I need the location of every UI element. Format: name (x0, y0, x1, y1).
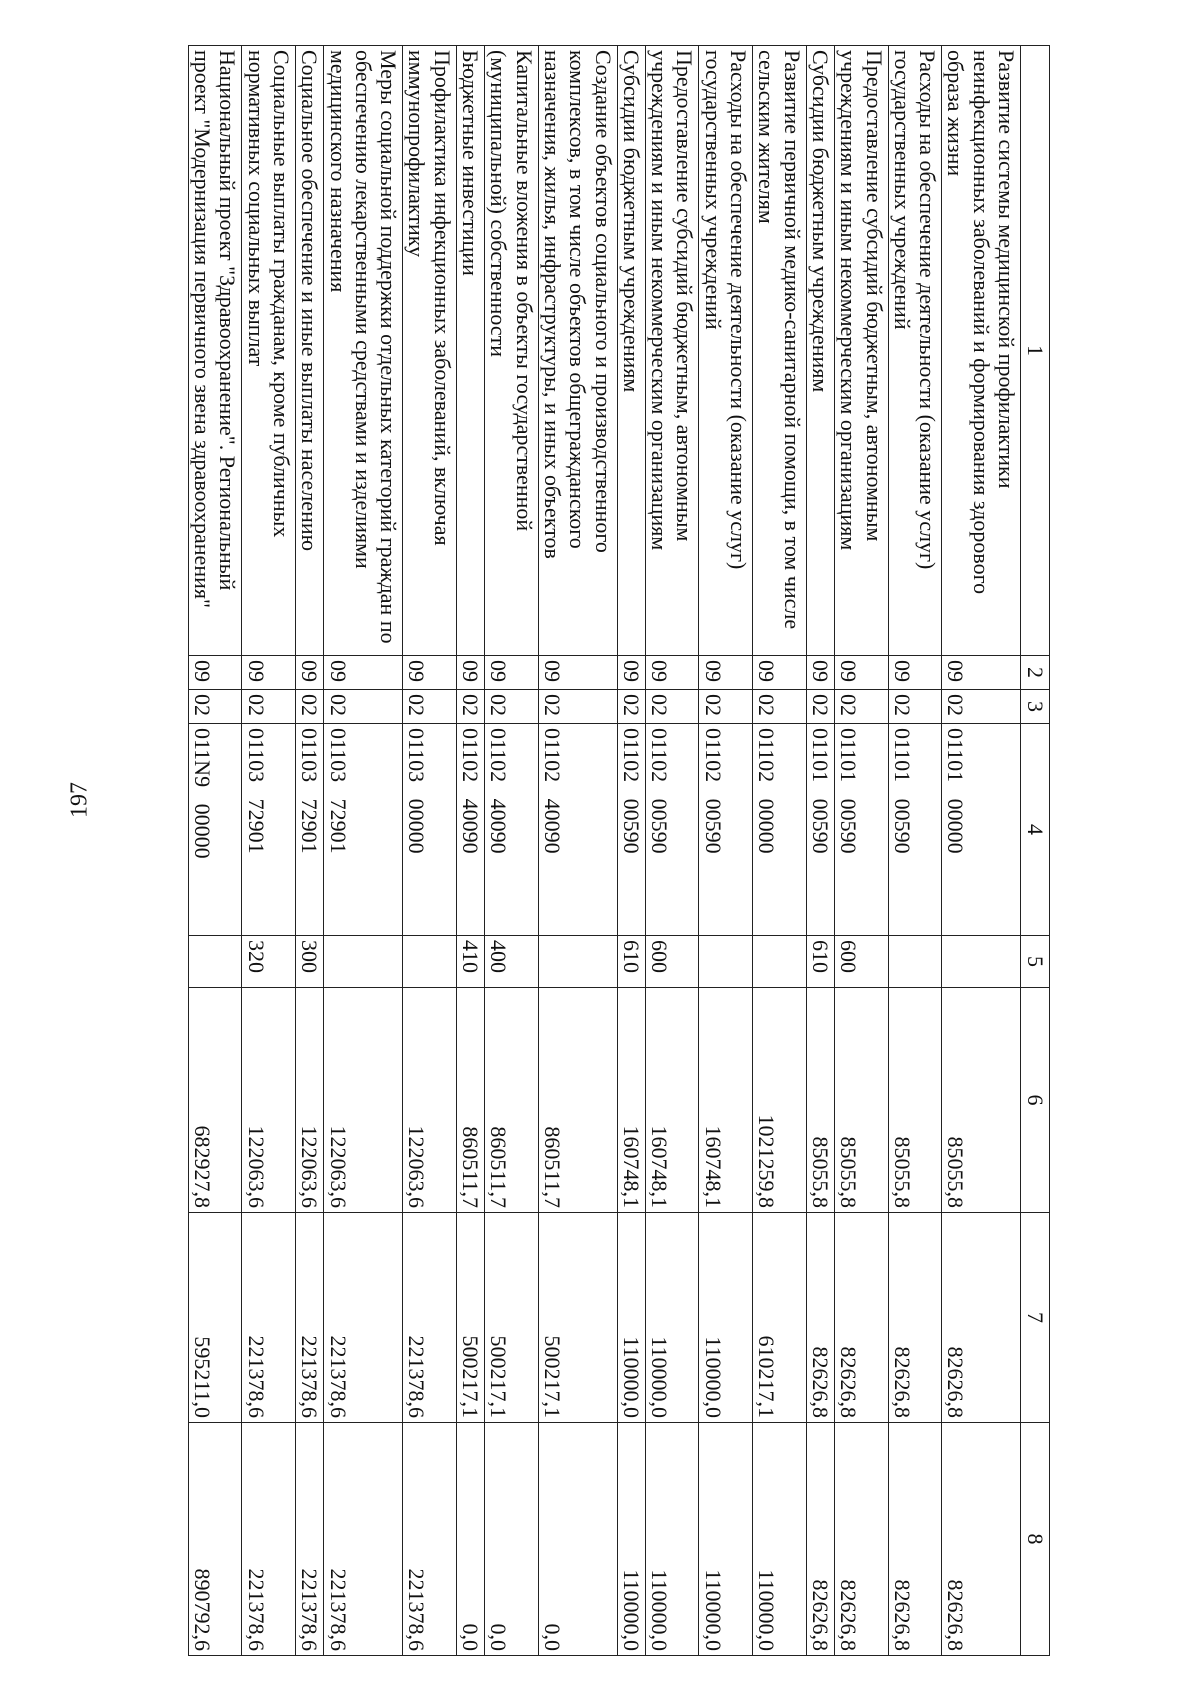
amount-col-6: 122063,6 (295, 988, 323, 1213)
section-code: 09 (888, 656, 942, 690)
section-code: 09 (324, 656, 403, 690)
amount-col-6: 860511,7 (538, 988, 617, 1213)
item-name: Расходы на обеспечение деятельности (оказание услуг) государственных учреждений (699, 46, 753, 656)
item-name: Национальный проект "Здравоохранение". Региональный проект "Модернизация первичного звена здравоохранения" (188, 46, 242, 656)
amount-col-8: 82626,8 (942, 1423, 1021, 1656)
subsection-code: 02 (295, 690, 323, 724)
expense-type-code: 610 (617, 936, 645, 988)
amount-col-8: 110000,0 (699, 1423, 753, 1656)
amount-col-7: 82626,8 (888, 1213, 942, 1423)
section-code: 09 (485, 656, 539, 690)
section-code: 09 (403, 656, 457, 690)
amount-col-8: 890792,6 (188, 1423, 242, 1656)
amount-col-7: 221378,6 (324, 1213, 403, 1423)
amount-col-8: 0,0 (456, 1423, 484, 1656)
target-article-code: 01102 40090 (456, 724, 484, 936)
amount-col-8: 221378,6 (403, 1423, 457, 1656)
col-header-5: 5 (1021, 936, 1050, 988)
target-article-code: 01102 00000 (753, 724, 807, 936)
amount-col-6: 122063,6 (242, 988, 296, 1213)
amount-col-6: 122063,6 (403, 988, 457, 1213)
expense-type-code (753, 936, 807, 988)
target-article-code: 01102 40090 (538, 724, 617, 936)
subsection-code: 02 (753, 690, 807, 724)
target-article-code: 01103 72901 (295, 724, 323, 936)
amount-col-8: 82626,8 (888, 1423, 942, 1656)
item-name: Развитие первичной медико-санитарной помощи, в том числе сельским жителям (753, 46, 807, 656)
target-article-code: 01101 00590 (806, 724, 834, 936)
expense-type-code (888, 936, 942, 988)
amount-col-6: 85055,8 (888, 988, 942, 1213)
expense-type-code: 400 (485, 936, 539, 988)
amount-col-7: 110000,0 (645, 1213, 699, 1423)
table-row (942, 46, 1021, 1656)
subsection-code: 02 (188, 690, 242, 724)
amount-col-7: 82626,8 (834, 1213, 888, 1423)
table-row (403, 46, 457, 1656)
amount-col-6: 85055,8 (834, 988, 888, 1213)
subsection-code: 02 (538, 690, 617, 724)
amount-col-7: 82626,8 (942, 1213, 1021, 1423)
table-row (888, 46, 942, 1656)
subsection-code: 02 (324, 690, 403, 724)
amount-col-6: 85055,8 (806, 988, 834, 1213)
amount-col-7: 221378,6 (403, 1213, 457, 1423)
amount-col-7: 110000,0 (617, 1213, 645, 1423)
target-article-code: 01101 00590 (888, 724, 942, 936)
amount-col-6: 860511,7 (456, 988, 484, 1213)
table-body (188, 46, 1020, 1656)
amount-col-7: 221378,6 (295, 1213, 323, 1423)
col-header-7: 7 (1021, 1213, 1050, 1423)
item-name: Социальные выплаты гражданам, кроме публичных нормативных социальных выплат (242, 46, 296, 656)
table-row (538, 46, 617, 1656)
target-article-code: 01102 00590 (645, 724, 699, 936)
subsection-code: 02 (888, 690, 942, 724)
target-article-code: 01101 00000 (942, 724, 1021, 936)
section-code: 09 (617, 656, 645, 690)
table-row (324, 46, 403, 1656)
expense-type-code (942, 936, 1021, 988)
amount-col-8: 110000,0 (617, 1423, 645, 1656)
table-row (485, 46, 539, 1656)
amount-col-6: 160748,1 (645, 988, 699, 1213)
table-row (645, 46, 699, 1656)
item-name: Субсидии бюджетным учреждениям (806, 46, 834, 656)
amount-col-6: 682927,8 (188, 988, 242, 1213)
amount-col-8: 82626,8 (834, 1423, 888, 1656)
section-code: 09 (242, 656, 296, 690)
section-code: 09 (188, 656, 242, 690)
subsection-code: 02 (617, 690, 645, 724)
amount-col-8: 0,0 (538, 1423, 617, 1656)
item-name: Меры социальной поддержки отдельных категорий граждан по обеспечению лекарственными средствами и изделиями медицинского назначения (324, 46, 403, 656)
expense-type-code (324, 936, 403, 988)
expense-type-code: 300 (295, 936, 323, 988)
item-name: Предоставление субсидий бюджетным, автономным учреждениям и иным некоммерческим организациям (834, 46, 888, 656)
expense-type-code (188, 936, 242, 988)
col-header-2: 2 (1021, 656, 1050, 690)
item-name: Расходы на обеспечение деятельности (оказание услуг) государственных учреждений (888, 46, 942, 656)
col-header-4: 4 (1021, 724, 1050, 936)
target-article-code: 01103 72901 (324, 724, 403, 936)
section-code: 09 (456, 656, 484, 690)
item-name: Предоставление субсидий бюджетным, автономным учреждениям и иным некоммерческим организациям (645, 46, 699, 656)
subsection-code: 02 (242, 690, 296, 724)
target-article-code: 01103 00000 (403, 724, 457, 936)
amount-col-6: 122063,6 (324, 988, 403, 1213)
section-code: 09 (806, 656, 834, 690)
col-header-8: 8 (1021, 1423, 1050, 1656)
amount-col-6: 1021259,8 (753, 988, 807, 1213)
amount-col-6: 160748,1 (699, 988, 753, 1213)
amount-col-7: 595211,0 (188, 1213, 242, 1423)
amount-col-7: 500217,1 (485, 1213, 539, 1423)
section-code: 09 (834, 656, 888, 690)
table-row (295, 46, 323, 1656)
table-row (699, 46, 753, 1656)
amount-col-7: 82626,8 (806, 1213, 834, 1423)
section-code: 09 (942, 656, 1021, 690)
expense-type-code: 610 (806, 936, 834, 988)
amount-col-8: 221378,6 (324, 1423, 403, 1656)
item-name: Создание объектов социального и производственного комплексов, в том числе объектов общегражданского назначения, жилья, инфраструктуры, и иных объектов (538, 46, 617, 656)
amount-col-7: 610217,1 (753, 1213, 807, 1423)
subsection-code: 02 (834, 690, 888, 724)
item-name: Капитальные вложения в объекты государственной (муниципальной) собственности (485, 46, 539, 656)
item-name: Профилактика инфекционных заболеваний, включая иммунопрофилактику (403, 46, 457, 656)
header-row (1021, 46, 1050, 1656)
subsection-code: 02 (456, 690, 484, 724)
page-number: 197 (66, 782, 93, 818)
table-row (242, 46, 296, 1656)
expense-type-code (403, 936, 457, 988)
section-code: 09 (645, 656, 699, 690)
target-article-code: 01102 00590 (699, 724, 753, 936)
subsection-code: 02 (645, 690, 699, 724)
budget-table (188, 45, 1050, 1656)
target-article-code: 011N9 00000 (188, 724, 242, 936)
amount-col-8: 110000,0 (753, 1423, 807, 1656)
amount-col-8: 82626,8 (806, 1423, 834, 1656)
subsection-code: 02 (699, 690, 753, 724)
subsection-code: 02 (485, 690, 539, 724)
subsection-code: 02 (806, 690, 834, 724)
amount-col-8: 221378,6 (242, 1423, 296, 1656)
target-article-code: 01102 00590 (617, 724, 645, 936)
expense-type-code: 320 (242, 936, 296, 988)
table-row (834, 46, 888, 1656)
rotated-page-content (130, 45, 1050, 1655)
col-header-3: 3 (1021, 690, 1050, 724)
expense-type-code: 410 (456, 936, 484, 988)
table-row (456, 46, 484, 1656)
item-name: Субсидии бюджетным учреждениям (617, 46, 645, 656)
subsection-code: 02 (942, 690, 1021, 724)
amount-col-7: 221378,6 (242, 1213, 296, 1423)
expense-type-code: 600 (834, 936, 888, 988)
col-header-1: 1 (1021, 46, 1050, 656)
table-row (753, 46, 807, 1656)
item-name: Развитие системы медицинской профилактики неинфекционных заболеваний и формирования здорового образа жизни (942, 46, 1021, 656)
section-code: 09 (295, 656, 323, 690)
col-header-6: 6 (1021, 988, 1050, 1213)
amount-col-8: 0,0 (485, 1423, 539, 1656)
amount-col-7: 500217,1 (456, 1213, 484, 1423)
amount-col-6: 160748,1 (617, 988, 645, 1213)
amount-col-7: 110000,0 (699, 1213, 753, 1423)
table-row (617, 46, 645, 1656)
section-code: 09 (753, 656, 807, 690)
subsection-code: 02 (403, 690, 457, 724)
amount-col-8: 110000,0 (645, 1423, 699, 1656)
target-article-code: 01101 00590 (834, 724, 888, 936)
amount-col-7: 500217,1 (538, 1213, 617, 1423)
item-name: Бюджетные инвестиции (456, 46, 484, 656)
target-article-code: 01102 40090 (485, 724, 539, 936)
section-code: 09 (538, 656, 617, 690)
amount-col-6: 85055,8 (942, 988, 1021, 1213)
section-code: 09 (699, 656, 753, 690)
table-row (188, 46, 242, 1656)
item-name: Социальное обеспечение и иные выплаты населению (295, 46, 323, 656)
target-article-code: 01103 72901 (242, 724, 296, 936)
expense-type-code: 600 (645, 936, 699, 988)
expense-type-code (538, 936, 617, 988)
table-row (806, 46, 834, 1656)
amount-col-8: 221378,6 (295, 1423, 323, 1656)
expense-type-code (699, 936, 753, 988)
amount-col-6: 860511,7 (485, 988, 539, 1213)
